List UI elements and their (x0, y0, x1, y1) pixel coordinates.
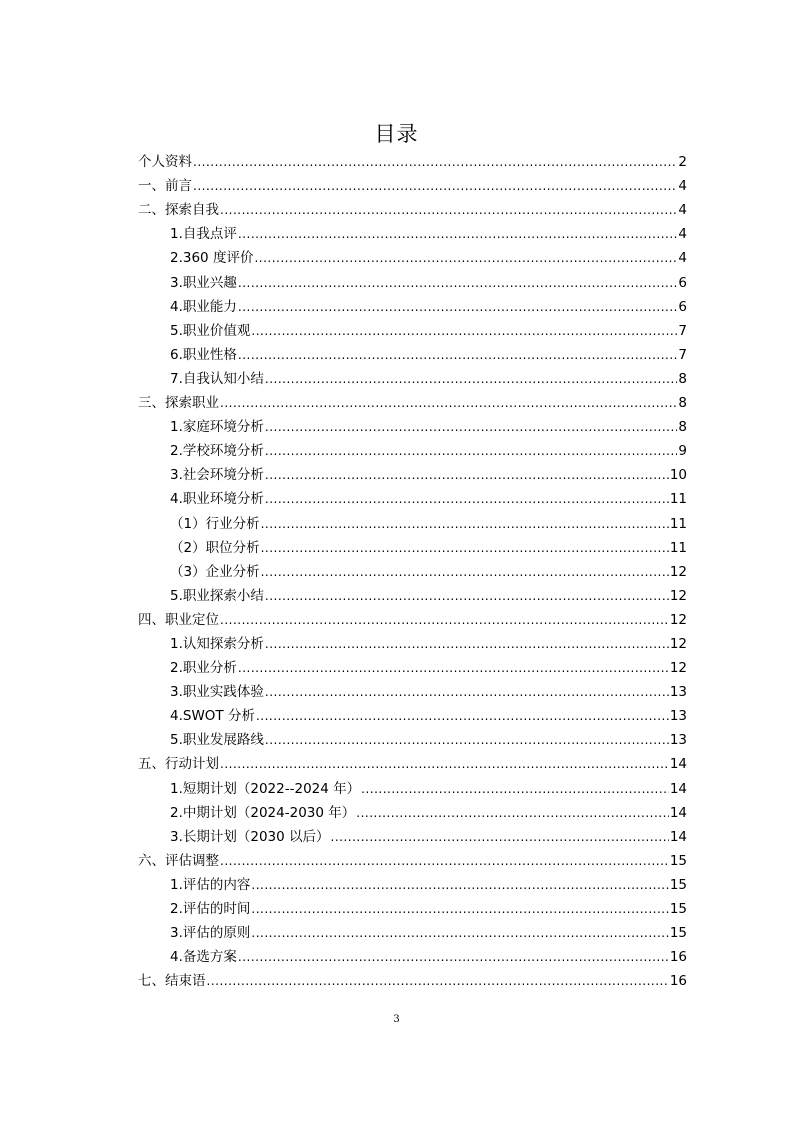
toc-entry-page: 15 (669, 901, 687, 917)
toc-entry-page: 12 (669, 587, 687, 604)
toc-entry[interactable] (138, 726, 687, 750)
toc-entry-label: 2.学校环境分析 (170, 443, 264, 460)
toc-dot-leader (193, 179, 677, 196)
toc-entry[interactable] (138, 293, 687, 317)
toc-entry[interactable] (138, 654, 687, 678)
toc-entry-page: 6 (678, 298, 687, 315)
toc-entry[interactable] (138, 534, 687, 558)
toc-entry-page: 15 (669, 876, 687, 893)
toc-dot-leader (254, 251, 677, 268)
toc-entry[interactable] (138, 630, 687, 654)
toc-entry-label: 1.短期计划（2022--2024 年） (170, 780, 361, 797)
toc-entry-page: 4 (678, 178, 687, 195)
toc-entry-page: 12 (669, 635, 687, 652)
toc-entry-label: 1.认知探索分析 (170, 635, 264, 652)
toc-dot-leader (265, 637, 669, 654)
toc-entry-page: 13 (669, 684, 687, 701)
toc-dot-leader (238, 661, 669, 678)
toc-dot-leader (238, 300, 678, 317)
toc-entry-page: 11 (669, 515, 687, 532)
toc-entry-label: 四、职业定位 (138, 611, 219, 628)
toc-entry-label: 三、探索职业 (138, 395, 219, 412)
toc-entry-label: 3.社会环境分析 (170, 467, 264, 484)
toc-dot-leader (220, 396, 677, 413)
toc-entry-label: 七、结束语 (138, 973, 206, 990)
toc-entry-label: 2.评估的时间 (170, 901, 251, 917)
toc-dot-leader (238, 227, 678, 244)
toc-entry-label: 5.职业探索小结 (170, 587, 264, 604)
toc-dot-leader (261, 517, 669, 534)
toc-entry-label: （2）职位分析 (170, 539, 260, 556)
toc-entry-label: 5.职业发展路线 (170, 732, 264, 749)
toc-dot-leader (261, 565, 669, 582)
toc-entry[interactable] (138, 871, 687, 895)
toc-entry[interactable] (138, 413, 687, 437)
toc-entry-page: 4 (678, 202, 687, 219)
toc-entry-label: 4.备选方案 (170, 949, 237, 966)
table-of-contents (138, 148, 687, 991)
toc-dot-leader (220, 854, 669, 871)
toc-entry-label: 1.家庭环境分析 (170, 419, 264, 436)
toc-entry-label: 3.职业实践体验 (170, 684, 264, 701)
toc-entry-page: 4 (678, 226, 687, 243)
toc-entry-label: 4.职业环境分析 (170, 491, 264, 508)
toc-entry-label: 1.自我点评 (170, 226, 237, 243)
toc-entry[interactable] (138, 558, 687, 582)
toc-dot-leader (238, 276, 678, 293)
toc-entry-label: （1）行业分析 (170, 515, 260, 532)
toc-entry[interactable] (138, 220, 687, 244)
toc-entry-page: 7 (678, 346, 687, 363)
toc-entry[interactable] (138, 341, 687, 365)
toc-dot-leader (265, 468, 669, 485)
toc-entry-page: 14 (669, 756, 687, 773)
toc-entry[interactable] (138, 895, 687, 919)
toc-dot-leader (265, 733, 669, 750)
toc-entry-page: 15 (669, 852, 687, 869)
toc-dot-leader (220, 203, 677, 220)
toc-entry-label: 六、评估调整 (138, 852, 219, 869)
toc-entry-page: 15 (669, 925, 687, 942)
toc-entry-page: 11 (669, 539, 687, 556)
toc-entry[interactable] (138, 485, 687, 509)
toc-entry-label: 3.评估的原则 (170, 925, 251, 942)
toc-entry-label: 2.职业分析 (170, 660, 237, 677)
toc-dot-leader (251, 926, 668, 943)
toc-entry-label: （3）企业分析 (170, 563, 260, 580)
toc-entry[interactable] (138, 172, 687, 196)
toc-entry[interactable] (138, 582, 687, 606)
toc-entry-label: 2.360 度评价 (170, 250, 254, 267)
toc-entry-label: 2.中期计划（2024-2030 年） (170, 804, 356, 821)
toc-entry-page: 9 (678, 443, 687, 460)
toc-entry[interactable] (138, 509, 687, 533)
toc-entry-page: 4 (678, 250, 687, 267)
toc-entry-page: 10 (669, 467, 687, 484)
toc-dot-leader (356, 806, 669, 823)
toc-dot-leader (251, 878, 668, 895)
toc-entry-label: 个人资料 (138, 154, 192, 171)
toc-entry[interactable] (138, 702, 687, 726)
toc-dot-leader (238, 950, 669, 967)
toc-dot-leader (220, 757, 669, 774)
toc-entry-page: 7 (678, 322, 687, 339)
toc-entry-label: 1.评估的内容 (170, 876, 251, 893)
toc-dot-leader (256, 709, 669, 726)
toc-entry-page: 16 (669, 949, 687, 966)
toc-entry[interactable] (138, 774, 687, 798)
toc-entry-label: 3.职业兴趣 (170, 274, 237, 291)
toc-dot-leader (265, 492, 669, 509)
toc-entry-label: 5.职业价值观 (170, 322, 251, 339)
toc-dot-leader (261, 541, 669, 558)
toc-entry-label: 五、行动计划 (138, 756, 219, 773)
toc-entry-label: 7.自我认知小结 (170, 370, 264, 387)
toc-entry[interactable] (138, 389, 687, 413)
toc-entry[interactable] (138, 750, 687, 774)
toc-entry[interactable] (138, 847, 687, 871)
page-number: 3 (393, 1014, 400, 1025)
toc-entry-label: 6.职业性格 (170, 346, 237, 363)
toc-entry-page: 14 (669, 804, 687, 821)
toc-entry[interactable] (138, 148, 687, 172)
toc-entry-label: 3.长期计划（2030 以后） (170, 828, 330, 845)
page-title: 目录 (374, 122, 419, 147)
toc-entry[interactable] (138, 268, 687, 292)
toc-entry[interactable] (138, 196, 687, 220)
toc-entry-page: 12 (669, 611, 687, 628)
toc-entry-page: 13 (669, 708, 687, 725)
toc-entry[interactable] (138, 437, 687, 461)
toc-entry-page: 2 (678, 154, 687, 171)
toc-entry[interactable] (138, 919, 687, 943)
toc-entry[interactable] (138, 365, 687, 389)
toc-dot-leader (265, 372, 678, 389)
toc-dot-leader (331, 830, 669, 847)
toc-entry-page: 14 (669, 780, 687, 797)
toc-entry-page: 11 (669, 491, 687, 508)
toc-entry[interactable] (138, 823, 687, 847)
toc-entry-page: 12 (669, 563, 687, 580)
toc-dot-leader (361, 782, 669, 799)
toc-dot-leader (265, 685, 669, 702)
toc-entry-page: 13 (669, 732, 687, 749)
toc-entry-label: 二、探索自我 (138, 202, 219, 219)
toc-entry-page: 8 (678, 370, 687, 387)
toc-entry-label: 4.SWOT 分析 (170, 708, 255, 725)
toc-entry[interactable] (138, 606, 687, 630)
toc-dot-leader (251, 902, 668, 919)
toc-entry[interactable] (138, 799, 687, 823)
toc-entry[interactable] (138, 244, 687, 268)
toc-dot-leader (220, 613, 669, 630)
toc-entry-page: 6 (678, 274, 687, 291)
toc-dot-leader (251, 324, 677, 341)
toc-dot-leader (265, 420, 678, 437)
toc-dot-leader (207, 974, 669, 991)
toc-entry-label: 4.职业能力 (170, 298, 237, 315)
toc-entry[interactable] (138, 461, 687, 485)
toc-entry[interactable] (138, 943, 687, 967)
toc-entry-page: 16 (669, 973, 687, 990)
toc-entry-page: 8 (678, 419, 687, 436)
toc-entry[interactable] (138, 967, 687, 991)
toc-entry[interactable] (138, 678, 687, 702)
toc-entry[interactable] (138, 317, 687, 341)
toc-dot-leader (265, 444, 678, 461)
toc-entry-page: 12 (669, 660, 687, 677)
toc-entry-page: 14 (669, 828, 687, 845)
toc-entry-label: 一、前言 (138, 178, 192, 195)
toc-dot-leader (193, 155, 677, 172)
toc-entry-page: 8 (678, 395, 687, 412)
toc-dot-leader (238, 348, 678, 365)
toc-dot-leader (265, 589, 669, 606)
